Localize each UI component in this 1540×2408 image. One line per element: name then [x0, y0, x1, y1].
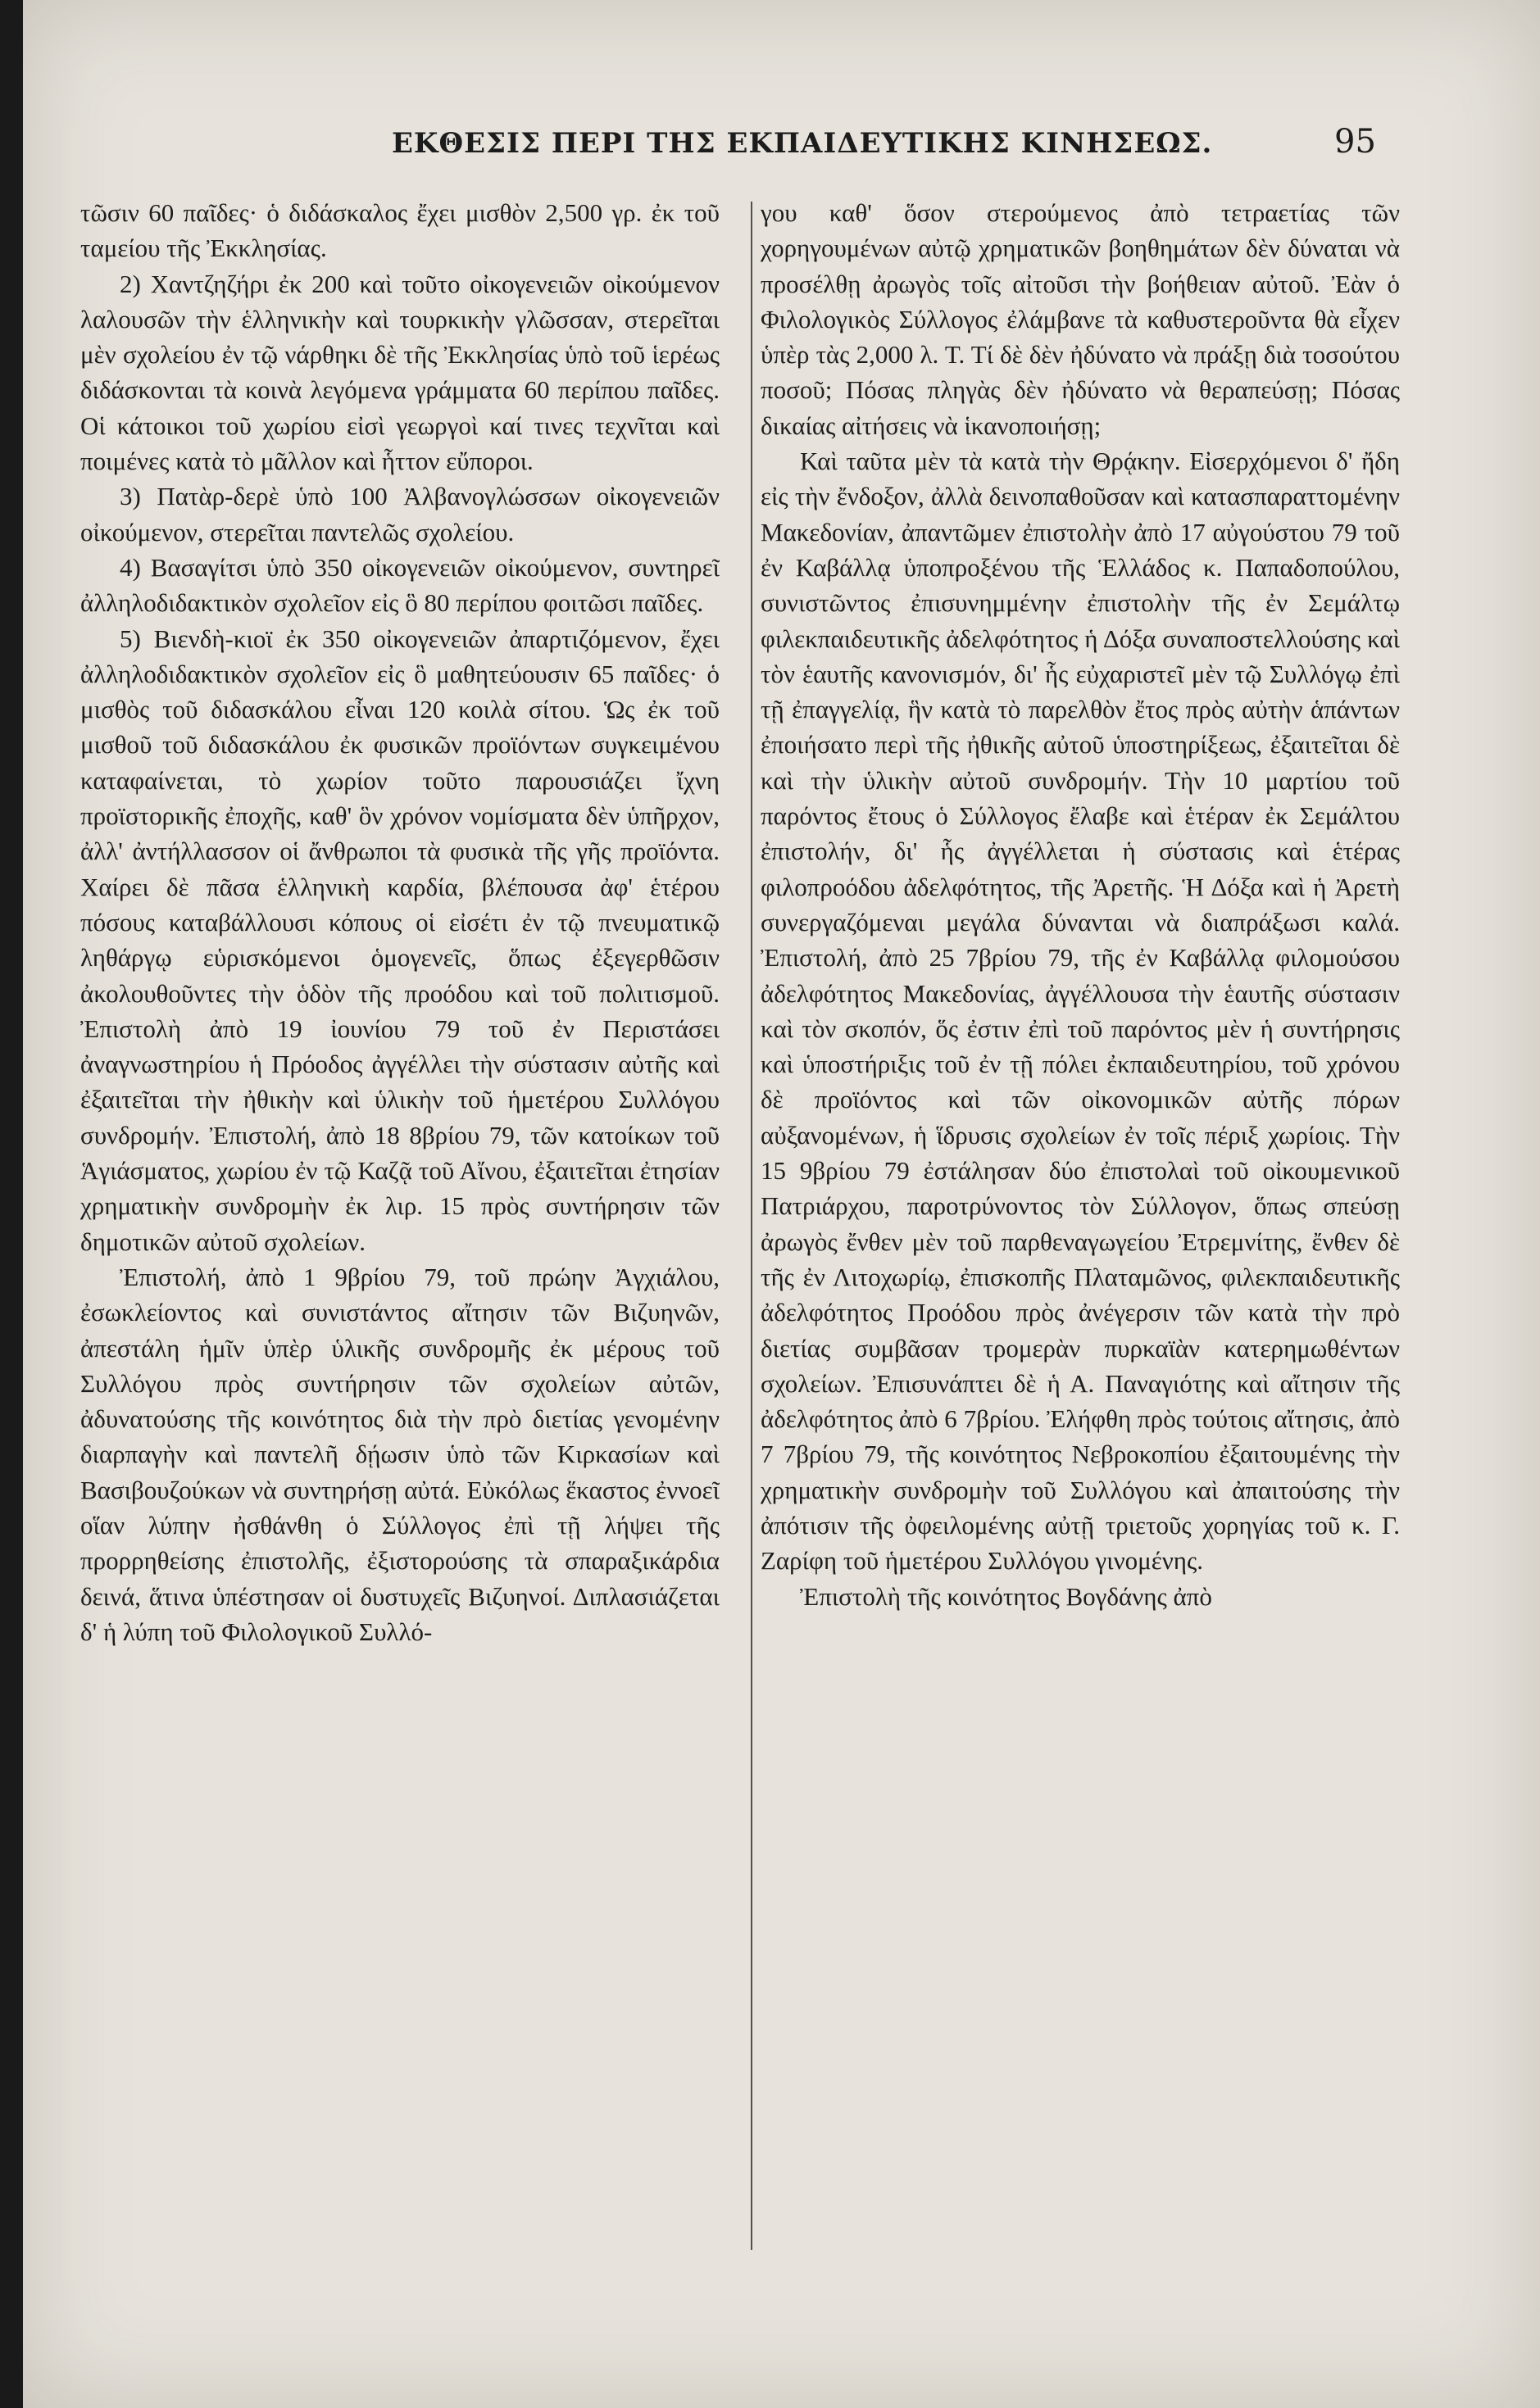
paragraph: Ἐπιστολή, ἀπὸ 1 9βρίου 79, τοῦ πρώην Ἀγχιάλου, ἐσωκλείοντος καὶ συνιστάντος αἴτησιν τῶν Βιζυηνῶν, ἀπεστάλη ἡμῖν ὑπὲρ ὑλικῆς συνδρομῆς ἐκ μέρους τοῦ Συλλόγου πρὸς συντήρησιν τῶν σχολείων αὐτῶν, ἀδυνατούσης τῆς κοινότητος διὰ τὴν πρὸ διετίας γενομένην διαρπαγὴν καὶ παντελῆ δῄωσιν ὑπὸ τῶν Κιρκασίων καὶ Βασιβουζούκων νὰ συντηρήσῃ αὐτά. Εὐκόλως ἕκαστος ἐννοεῖ οἵαν λύπην ἠσθάνθη ὁ Σύλλογος ἐπὶ τῇ λήψει τῆς προρρηθείσης ἐπιστολῆς, ἐξιστορούσης τὰ σπαραξικάρδια δεινά, ἅτινα ὑπέστησαν οἱ δυστυχεῖς Βιζυηνοί. Διπλασιάζεται δ' ἡ λύπη τοῦ Φιλολογικοῦ Συλλό- — [80, 1262, 720, 1646]
paragraph: 3) Πατὰρ-δερὲ ὑπὸ 100 Ἀλβανογλώσσων οἰκογενειῶν οἰκούμενον, στερεῖται παντελῶς σχολείου. — [80, 482, 720, 546]
paragraph: 2) Χαντζηζήρι ἐκ 200 καὶ τοῦτο οἰκογενειῶν οἰκούμενον λαλουσῶν τὴν ἑλληνικὴν καὶ τουρκικὴν γλῶσσαν, στερεῖται μὲν σχολείου ἐν τῷ νάρθηκι δὲ τῆς Ἐκκλησίας ὑπὸ τοῦ ἱερέως διδάσκονται τὰ κοινὰ λεγόμενα γράμματα 60 περίπου παῖδες. Οἱ κάτοικοι τοῦ χωρίου εἰσὶ γεωργοὶ καί τινες τεχνῖται καὶ ποιμένες κατὰ τὸ μᾶλλον καὶ ἧττον εὔποροι. — [80, 269, 720, 476]
paragraph: 4) Βασαγίτσι ὑπὸ 350 οἰκογενειῶν οἰκούμενον, συντηρεῖ ἀλληλοδιδακτικὸν σχολεῖον εἰς ὃ 80 περίπου φοιτῶσι παῖδες. — [80, 552, 720, 618]
left-column — [80, 195, 720, 2292]
page-number: 95 — [1334, 123, 1376, 161]
paragraph: Καὶ ταῦτα μὲν τὰ κατὰ τὴν Θρᾴκην. Εἰσερχόμενοι δ' ἤδη εἰς τὴν ἔνδοξον, ἀλλὰ δεινοπαθοῦσαν καὶ κατασπαραττομένην Μακεδονίαν, ἀπαντῶμεν ἐπιστολὴν ἀπὸ 17 αὐγούστου 79 τοῦ ἐν Καβάλλᾳ ὑποπροξένου τῆς Ἑλλάδος κ. Παπαδοπούλου, συνιστῶντος ἐπισυνημμένην ἐπιστολὴν τῆς ἐν Σεμάλτῳ φιλεκπαιδευτικῆς ἀδελφότητος ἡ Δόξα συναποστελλούσης καὶ τὸν ἑαυτῆς κανονισμόν, δι' ἧς εὐχαριστεῖ μὲν τῷ Συλλόγῳ ἐπὶ τῇ ἐπαγγελίᾳ, ἣν κατὰ τὸ παρελθὸν ἔτος πρὸς αὐτὴν ἁπάντων ἐποιήσατο περὶ τῆς ἠθικῆς αὐτοῦ ὑποστηρίξεως, ἐξαιτεῖται δὲ καὶ τὴν ὑλικὴν αὐτοῦ συνδρομήν. Τὴν 10 μαρτίου τοῦ παρόντος ἔτους ὁ Σύλλογος ἔλαβε καὶ ἑτέραν ἐκ Σεμάλτου ἐπιστολήν, δι' ἧς ἀγγέλλεται ἡ σύστασις καὶ ἑτέρας φιλοπροόδου ἀδελφότητος, τῆς Ἀρετῆς. Ἡ Δόξα καὶ ἡ Ἀρετὴ συνεργαζόμεναι μεγάλα δύνανται νὰ διαπράξωσι καλά. Ἐπιστολή, ἀπὸ 25 7βρίου 79, τῆς ἐν Καβάλλᾳ φιλομούσου ἀδελφότητος Μακεδονίας, ἀγγέλλουσα τὴν ἑαυτῆς σύστασιν καὶ τὸν σκοπόν, ὅς ἐστιν ἐπὶ τοῦ παρόντος μὲν ἡ συντήρησις καὶ ὑποστήριξις τοῦ ἐν τῇ πόλει ἐκπαιδευτηρίου, τοῦ χρόνου δὲ προϊόντος καὶ τῶν οἰκονομικῶν αὐτῆς πόρων αὐξανομένων, ἡ ἵδρυσις σχολείων ἐν τοῖς πέριξ χωρίοις. Τὴν 15 9βρίου 79 ἐστάλησαν δύο ἐπιστολαὶ τοῦ οἰκουμενικοῦ Πατριάρχου, παροτρύνοντος τὸν Σύλλογον, ὅπως σπεύσῃ ἀρωγὸς ἔνθεν μὲν τοῦ παρθεναγωγείου Ἐτρεμνίτης, ἔνθεν δὲ τῆς ἐν Λιτοχωρίῳ, ἐπισκοπῆς Πλαταμῶνος, φιλεκπαιδευτικῆς ἀδελφότητος Προόδου πρὸς ἀνέγερσιν τῶν κατὰ τὴν πρὸ διετίας συμβᾶσαν τρομερὰν πυρκαϊὰν κατερημωθέντων σχολείων. Ἐπισυνάπτει δὲ ἡ Α. Παναγιότης καὶ αἴτησιν τῆς ἀδελφότητος ἀπὸ 6 7βρίου. Ἐλήφθη πρὸς τούτοις αἴτησις, ἀπὸ 7 7βρίου 79, τῆς κοινότητος Νεβροκοπίου ἐξαιτουμένης τὴν χρηματικὴν συνδρομὴν τοῦ Συλλόγου καὶ ἀπαιτούσης τὴν ἀπότισιν τῆς ὀφειλομένης αὐτῇ τριετοῦς χορηγίας τοῦ κ. Γ. Ζαρίφη τοῦ ἡμετέρου Συλλόγου γινομένης. — [761, 447, 1400, 1576]
book-page — [23, 0, 1540, 2408]
paragraph: γου καθ' ὅσον στερούμενος ἀπὸ τετραετίας τῶν χορηγουμένων αὐτῷ χρηματικῶν βοηθημάτων δὲν δύναται νὰ προσέλθῃ ἀρωγὸς τοῖς αἰτοῦσι τὴν βοήθειαν αὐτοῦ. Ἐὰν ὁ Φιλολογικὸς Σύλλογος ἐλάμβανε τὰ καθυστεροῦντα θὰ εἶχεν ὑπὲρ τὰς 2,000 λ. Τ. Τί δὲ δὲν ἠδύνατο νὰ πράξῃ διὰ τοσούτου ποσοῦ; Πόσας πληγὰς δὲν ἠδύνατο νὰ θεραπεύσῃ; Πόσας δικαίας αἰτήσεις νὰ ἱκανοποιήσῃ; — [761, 198, 1400, 440]
right-column — [761, 195, 1400, 2292]
column-divider — [751, 202, 752, 2250]
running-title: ΕΚΘΕΣΙΣ ΠΕΡΙ ΤΗΣ ΕΚΠΑΙΔΕΥΤΙΚΗΣ ΚΙΝΗΣΕΩΣ. — [392, 127, 1213, 160]
paragraph: τῶσιν 60 παῖδες· ὁ διδάσκαλος ἔχει μισθὸν 2,500 γρ. ἐκ τοῦ ταμείου τῆς Ἐκκλησίας. — [80, 198, 720, 263]
paragraph: Ἐπιστολὴ τῆς κοινότητος Βογδάνης ἀπὸ — [800, 1581, 1212, 1611]
paragraph: 5) Βιενδὴ-κιοϊ ἐκ 350 οἰκογενειῶν ἀπαρτιζόμενον, ἔχει ἀλληλοδιδακτικὸν σχολεῖον εἰς ὃ μαθητεύουσιν 65 παῖδες· ὁ μισθὸς τοῦ διδασκάλου εἶναι 120 κοιλὰ σίτου. Ὡς ἐκ τοῦ μισθοῦ τοῦ διδασκάλου ἐκ φυσικῶν προϊόντων συγκειμένου καταφαίνεται, τὸ χωρίον τοῦτο παρουσιάζει ἴχνη προϊστορικῆς ἐποχῆς, καθ' ὃν χρόνον νομίσματα δὲν ὑπῆρχον, ἀλλ' ἀντήλλασσον οἱ ἄνθρωποι τὰ φυσικὰ τῆς γῆς προϊόντα. Χαίρει δὲ πᾶσα ἑλληνικὴ καρδία, βλέπουσα ἀφ' ἑτέρου πόσους καταβάλλουσι κόπους οἱ εἰσέτι ἐν τῷ πνευματικῷ ληθάργῳ εὑρισκόμενοι ὁμογενεῖς, ὅπως ἐξεγερθῶσιν ἀκολουθοῦντες τὴν ὁδὸν τῆς προόδου καὶ τοῦ πολιτισμοῦ. Ἐπιστολὴ ἀπὸ 19 ἰουνίου 79 τοῦ ἐν Περιστάσει ἀναγνωστηρίου ἡ Πρόοδος ἀγγέλλει τὴν σύστασιν αὐτῆς καὶ ἐξαιτεῖται τὴν ἠθικὴν καὶ ὑλικὴν τοῦ ἡμετέρου Συλλόγου συνδρομήν. Ἐπιστολή, ἀπὸ 18 8βρίου 79, τῶν κατοίκων τοῦ Ἁγιάσματος, χωρίου ἐν τῷ Καζᾷ τοῦ Αἴνου, ἐξαιτεῖται ἐτησίαν χρηματικὴν συνδρομὴν ἐκ λιρ. 15 πρὸς συντήρησιν τῶν δημοτικῶν αὐτοῦ σχολείων. — [80, 624, 720, 1256]
